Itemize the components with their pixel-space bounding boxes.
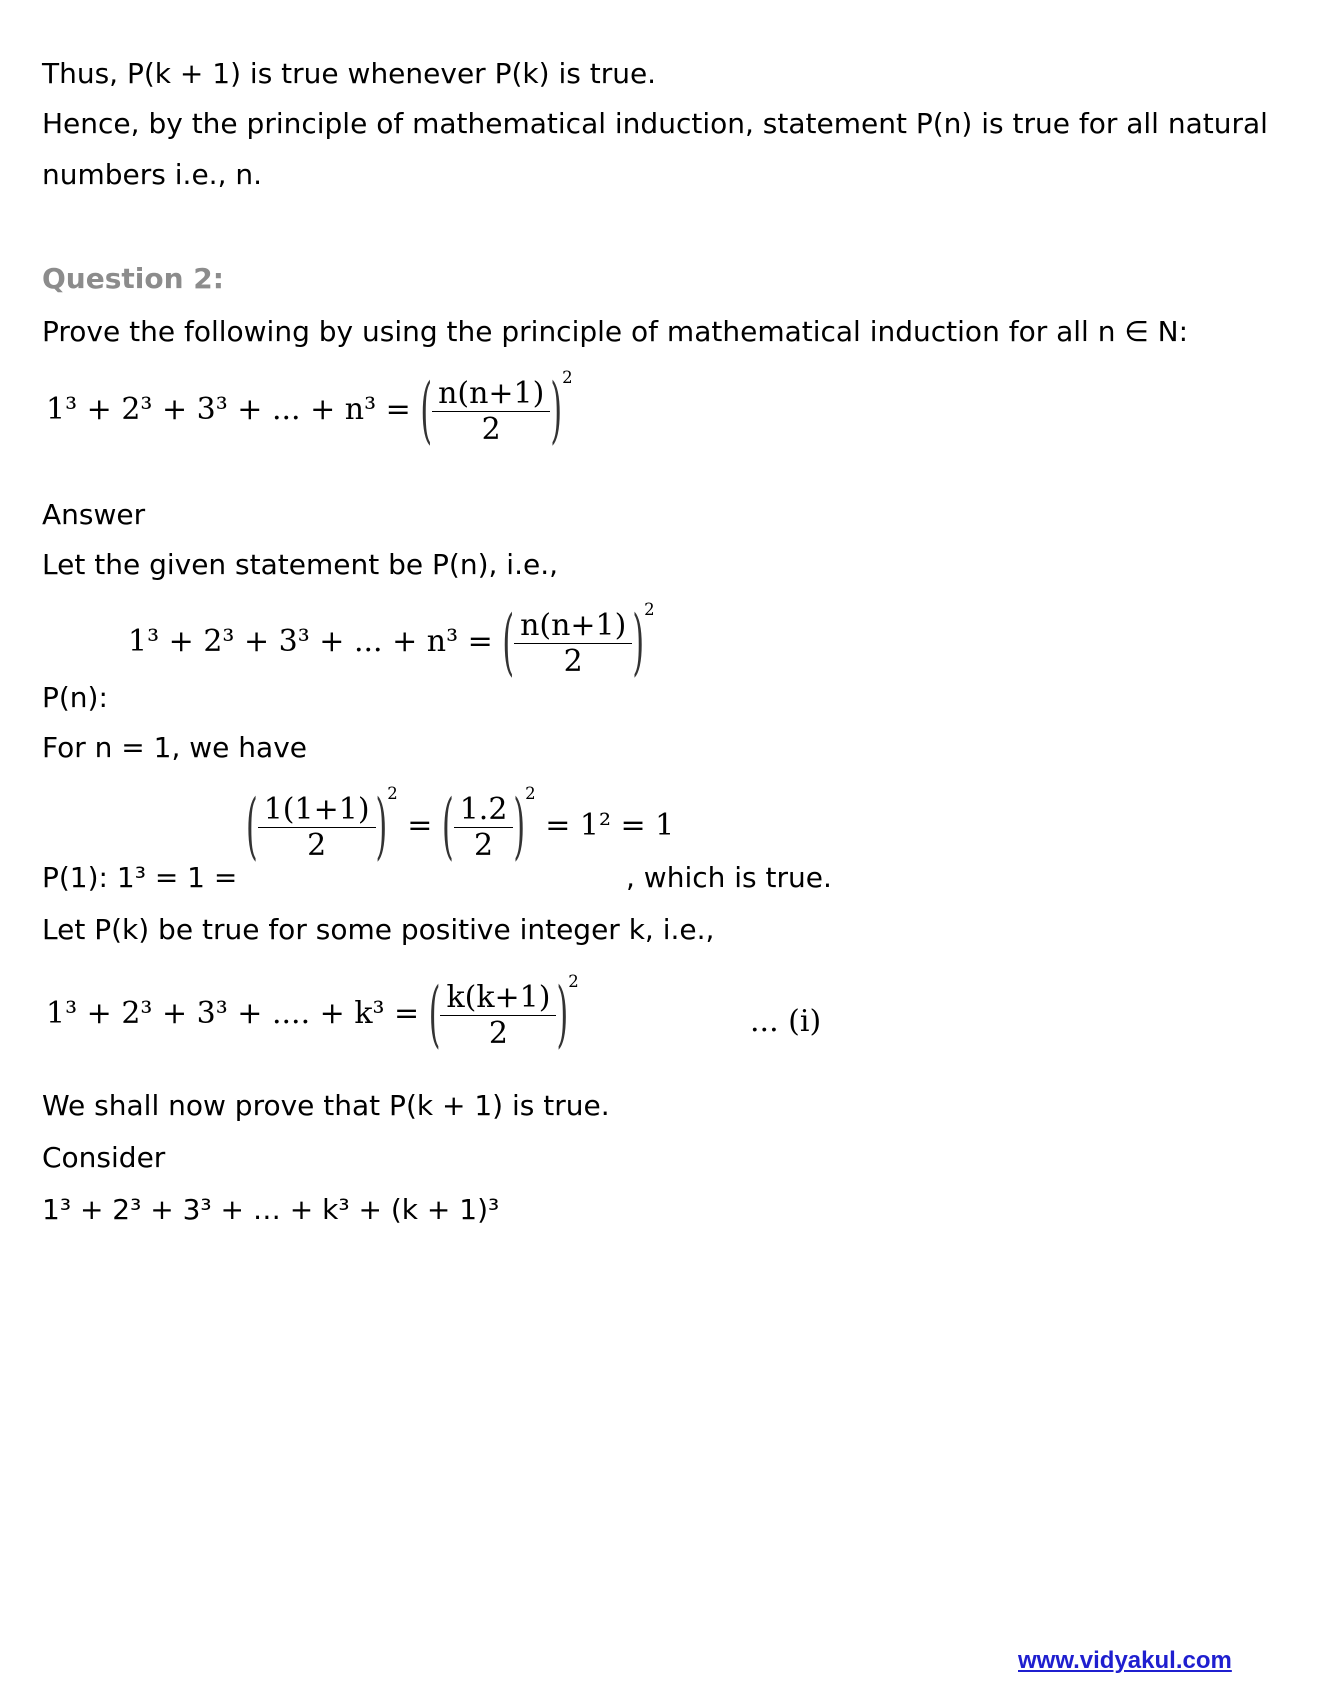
pn-equation [128,600,655,685]
p1-fraction-1 [258,792,376,863]
intro-line-1: Thus, P(k + 1) is true whenever P(k) is true. [42,57,657,90]
prove-statement: We shall now prove that P(k + 1) is true. [42,1089,610,1122]
left-paren: ( [428,973,441,1057]
p1-numerator-2: 1.2 [459,791,508,827]
let-statement: Let the given statement be P(n), i.e., [42,548,559,581]
p1-fraction-2 [454,792,514,863]
question-equation [46,368,573,453]
pn-denominator: 2 [563,643,583,679]
right-paren: ) [632,601,645,685]
pk-numerator: k(k+1) [446,979,551,1015]
pn-numerator: n(n+1) [520,607,627,643]
p1-equals: = [407,808,433,843]
pk-equation [46,972,579,1057]
sum-expression: 1³ + 2³ + 3³ + … + k³ + (k + 1)³ [42,1193,500,1226]
right-paren: ) [513,785,526,869]
question-heading: Question 2: [42,262,224,295]
p1-equation: ( $\frac{1(1+1)}{2}$ )$^2$ = ( $\frac{1.2}{2}$ )$^2$ = 1² = 1 [246,784,675,869]
pk-denominator: 2 [488,1015,509,1051]
p1-tail: = 1² = 1 [545,808,675,843]
left-paren: ( [420,369,433,453]
question-prompt: Prove the following by using the principle of mathematical induction for all n ∈ N: [42,315,1189,348]
right-paren: ) [550,369,563,453]
pn-power: 2 [644,600,655,619]
consider-label: Consider [42,1141,166,1174]
p1-numerator-1: 1(1+1) [263,791,370,827]
for-n-equals-1: For n = 1, we have [42,731,308,764]
pk-power: 2 [568,972,579,991]
p1-denominator-2: 2 [474,827,494,863]
right-paren: ) [556,973,569,1057]
p1-denominator-1: 2 [307,827,327,863]
equation-lhs: 1³ + 2³ + 3³ + ... + n³ = [46,392,411,427]
pn-fraction [514,608,632,679]
p1-prefix: P(1): 1³ = 1 = [42,861,238,894]
left-paren: ( [502,601,515,685]
pn-label: P(n): [42,681,108,714]
equation-tag: ... (i) [750,1004,822,1039]
right-paren: ) [375,785,388,869]
website-link[interactable]: www.vidyakul.com [1018,1647,1232,1674]
fraction-numerator: n(n+1) [438,375,545,411]
equation-power: 2 [562,368,573,387]
pk-lhs: 1³ + 2³ + 3³ + .... + k³ = [46,996,420,1031]
answer-label: Answer [42,498,146,531]
pk-fraction [440,980,556,1051]
left-paren: ( [441,785,454,869]
let-k-statement: Let P(k) be true for some positive integer k, i.e., [42,913,715,946]
fraction-denominator: 2 [481,411,501,447]
pn-lhs: 1³ + 2³ + 3³ + ... + n³ = [128,624,493,659]
left-paren: ( [246,785,258,869]
intro-line-2: Hence, by the principle of mathematical induction, statement P(n) is true for all natural [42,107,1268,140]
intro-line-3: numbers i.e., n. [42,158,263,191]
equation-fraction [432,376,550,447]
p1-suffix: , which is true. [626,861,832,894]
